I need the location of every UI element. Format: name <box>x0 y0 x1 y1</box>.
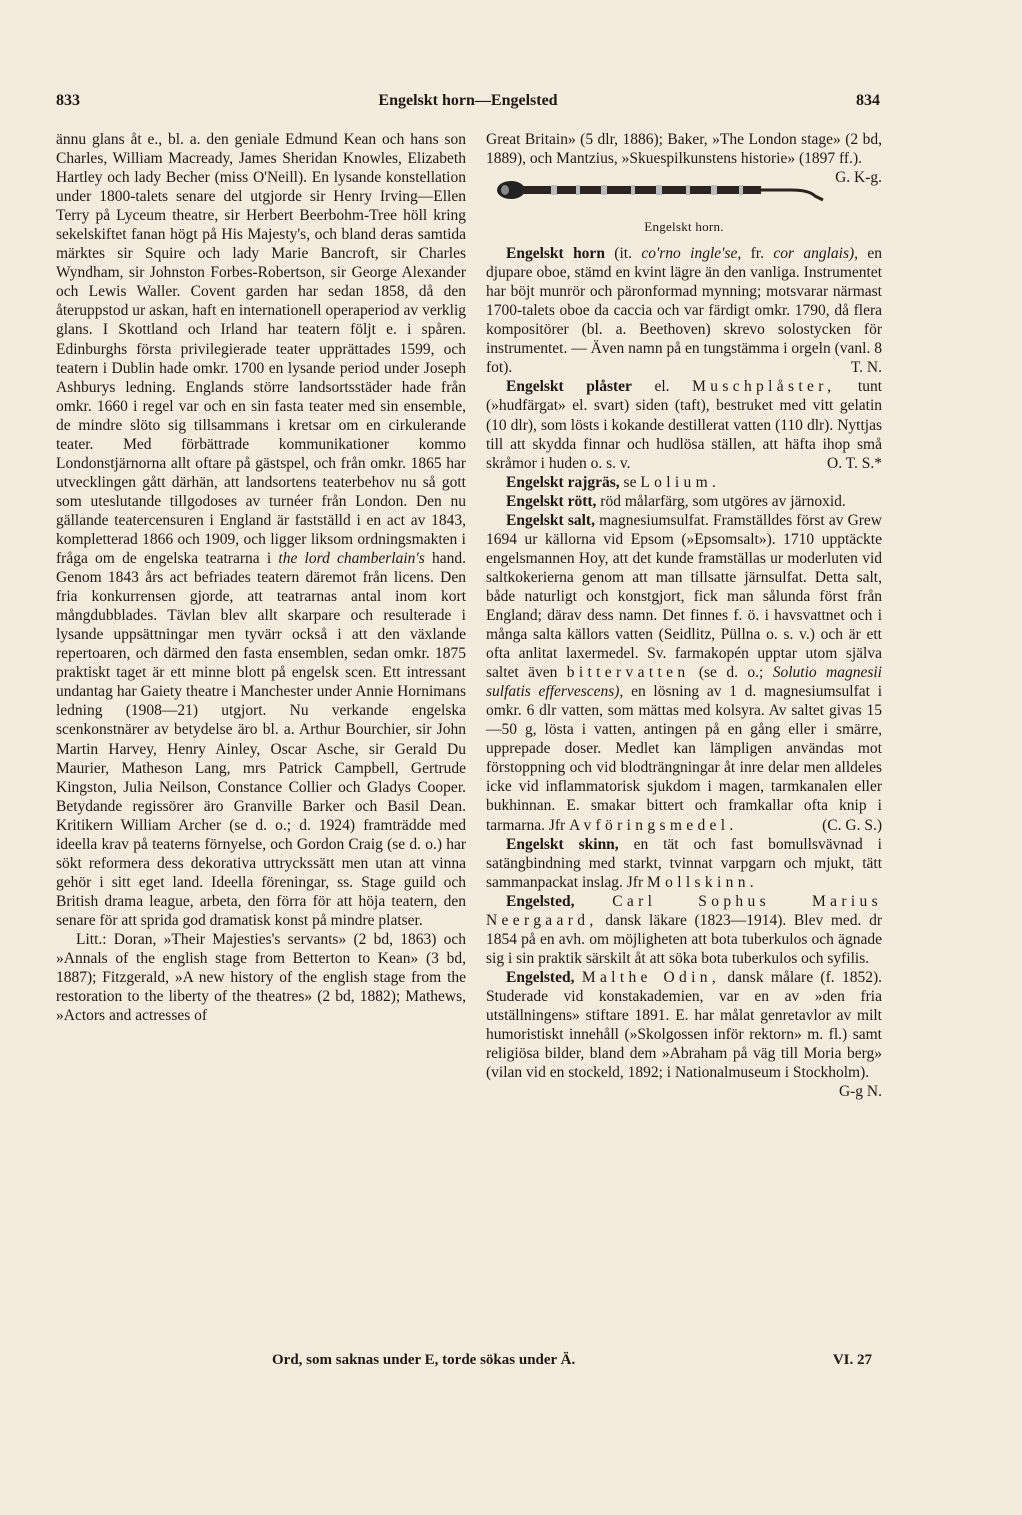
entry-engelskt-salt: Engelskt salt, magnesiumsulfat. Framställdes först av Grew 1694 ur källorna vid Epsom (»Epsomsalt»). 1710 upptäckte engelsmannen Hoy, att det kunde framställas ur moderluten vid saltkokerierna genom att man tillsatte järnsulfat. Detta salt, både naturligt och konstgjort, fick man sålunda först från England; därav dess namn. Det finnes f. ö. i havsvattnet och i många salta källors vatten (Seidlitz, Püllna o. s. v.) och är ett ofta anlitat laxermedel. Sv. farmakopén upptar utom själva saltet även bittervatten (se d. o.; Solutio magnesii sulfatis effervescens), en lösning av 1 d. magnesiumsulfat i omkr. 6 dlr vatten, som mättas med kolsyra. Av saltet givas 15—50 g, lösta i vatten, antingen på en gång eller i smärre, upprepade doser. Medlet kan lämpligen användas mot förstoppning och vid blodträngningar åt inre delar men alldeles icke vid inflammatorisk sjukdom i magen, tarmkanalen eller bukhinnan. E. smakar bittert och framkallar ofta knip i tarmarna. Jfr Avföringsmedel. (C. G. S.) <box>486 511 882 834</box>
english-horn-illustration <box>491 176 831 210</box>
page-number-right: 834 <box>856 92 880 109</box>
page-number-left: 833 <box>56 92 80 109</box>
entry-engelskt-plaster: Engelskt plåster el. Muschplåster, tunt (»hudfärgat» el. svart) siden (taft), bestruket med vitt gelatin (10 dlr), som lösts i kokande destillerat vatten (110 dlr). Nyttjas till att skydda finnar och hudlösa ställen, att häfta ihop små skråmor i huden o. s. v. O. T. S.* <box>486 378 883 472</box>
author-signature: G. K-g. <box>835 169 882 187</box>
horn-bocal <box>761 190 823 200</box>
figure-caption: Engelskt horn. <box>644 219 724 235</box>
right-column <box>486 130 882 1101</box>
signature-mark: VI. 27 <box>832 1352 872 1368</box>
entry-engelskt-rajgras: Engelskt rajgräs, se Lolium. <box>506 473 721 491</box>
author-signature: (C. G. S.) <box>822 816 882 834</box>
entry-engelskt-skinn: Engelskt skinn, en tät och fast bomullsvävnad i satängbindning med starkt, tvinnat varpgarn och mjukt, tätt sammanpackat inslag. Jfr Mollskinn. <box>486 835 882 891</box>
italic-term: the lord chamberlain's <box>278 550 425 568</box>
running-header <box>56 92 880 118</box>
entry-engelsted-carl: Engelsted, Carl Sophus Marius Neergaard, dansk läkare (1823—1914). Blev med. dr 1854 på en avh. om möjligheten att bota tuberkulos och ägnade sig i sin praktik särskilt åt att söka bota tuberkulos och syfilis. <box>486 892 883 967</box>
horn-bell-opening <box>501 185 509 195</box>
page-title: Engelskt horn—Engelsted <box>378 92 558 109</box>
entry-engelskt-rott: Engelskt rött, röd målarfärg, som utgöres av järnoxid. <box>506 492 846 510</box>
author-signature: G-g N. <box>838 1083 882 1101</box>
entry-engelsted-malthe: Engelsted, Malthe Odin, dansk målare (f. 1852). Studerade vid konstakademien, var en av »den fria utställningens» stiftare 1891. E. har målat genretavlor av milt humoristiskt innehåll (»Skolgossen inför rektorn» m. fl.) samt religiösa bilder, bland dem »Abraham på väg till Moria berg» (vilan vid en stockeld, 1892; i Nationalmuseum i Stockholm). G-g N. <box>486 968 883 1101</box>
author-signature: T. N. <box>850 359 882 377</box>
footer-note: Ord, som saknas under E, torde sökas under Ä. <box>272 1352 576 1368</box>
english-horn-figure <box>486 176 882 236</box>
literature-paragraph: Litt.: Doran, »Their Majesties's servants» (2 bd, 1863) och »Annals of the english stage from Betterton to Kean» (3 bd, 1887); Fitzgerald, »A new history of the english stage from the restoration to the liberty of the theatres» (2 bd, 1882); Mathews, »Actors and actresses of <box>56 930 466 1025</box>
entry-engelskt-horn: Engelskt horn (it. co'rno ingle'se, fr. cor anglais), en djupare oboe, stämd en kvint lägre än den vanliga. Instrumentet har böjt munrör och päronformad mynning; motsvarar närmast 1700-talets oboe da caccia och var färdigt omkr. 1790, då flera kompositörer (bl. a. Beethoven) skrevo solostycken för instrumentet. — Även namn på en tungstämma i orgeln (vanl. 8 fot). T. N. <box>486 245 883 377</box>
theatre-history-paragraph: ännu glans åt e., bl. a. den geniale Edmund Kean och hans son Charles, William Macready, James Sheridan Knowles, Elizabeth Hartley och lady Becher (miss O'Neill). En lysande konstellation under 1800-talets senare del utgjorde sir Henry Irving—Ellen Terry på Lyceum theatre, sir Herbert Beerbohm-Tree höll kring sekelskiftet fanan högt på His Majesty's, och bland deras samtida märktes sir Squire och lady Marie Bancroft, sir Charles Wyndham, sir Johnston Forbes-Robertson, sir George Alexander och Lewis Waller. Covent garden har sedan 1858, då den återuppstod ur askan, haft en internationell operaperiod av verklig glans. I Skottland och Irland har teatern följt e. i spåren. Edinburghs första privilegierade teater upprättades 1599, och teatern i Dublin hade omkr. 1700 en lysande period under Joseph Ashburys ledning. Englands större landsortsstäder hade från omkr. 1660 i regel var och en sin fasta teater med sin ensemble, de mindre slöto sig tillsammans i kretsar om en cirkulerande teater. Med förbättrade kommunikationer kommo Londonstjärnorna allt oftare på gästspel, och från omkr. 1865 har utvecklingen gått därhän, att landsortens teaterbehov nu så gott som uteslutande tillgodoses av turnéer från London. Den nu gällande teatercensuren i England är fastställd i en act av 1843, kompletterad 1866 och 1909, och ligger liksom ordningsmakten i fråga om de engelska teatrarna i the lord chamberlain's hand. Genom 1843 års act befriades teatern däremot från licens. Den fria konkurrensen gjorde, att teatrarnas antal inom kort mångdubblades. Tävlan blev allt skarpare och resulterade i lysande uppsättningar men tyvärr också i att den växlande repertoaren, och därmed den fasta ensemblen, sedan omkr. 1875 praktiskt taget är ett minne blott på engelsk scen. Ett intressant undantag har Gaiety theatre i Manchester under Annie Hornimans ledning (1908—21) utgjort. Nu verkande engelska scenkonstnärer av betydelse äro bl. a. Arthur Bourchier, sir John Martin Harvey, Henry Ainley, Oscar Asche, sir Gerald Du Maurier, Matheson Lang, mrs Patrick Campbell, Gertrude Kingston, Julia Neilson, Constance Collier och Gladys Cooper. Betydande regissörer äro Granville Barker och Basil Dean. Kritikern William Archer (se d. o.; d. 1924) framträdde med ideella krav på teaterns förnyelse, och Gordon Craig (se d. o.) har sökt reformera dess dekorativa uttryckssätt men utan att vinna gehör i sitt eget land. Ideella föreningar, ss. Stage guild och British drama league, arbeta, den förra för att höja teatern, den senare för att sprida god dramatisk konst på mindre platser. <box>56 131 466 929</box>
page-footer <box>272 1352 880 1374</box>
literature-continuation: Great Britain» (5 dlr, 1886); Baker, »The London stage» (2 bd, 1889), och Mantzius, »Skuespilkunstens historie» (1897 ff.). G. K-g. <box>486 131 882 187</box>
author-signature: O. T. S.* <box>827 454 882 472</box>
left-column <box>56 130 466 1025</box>
